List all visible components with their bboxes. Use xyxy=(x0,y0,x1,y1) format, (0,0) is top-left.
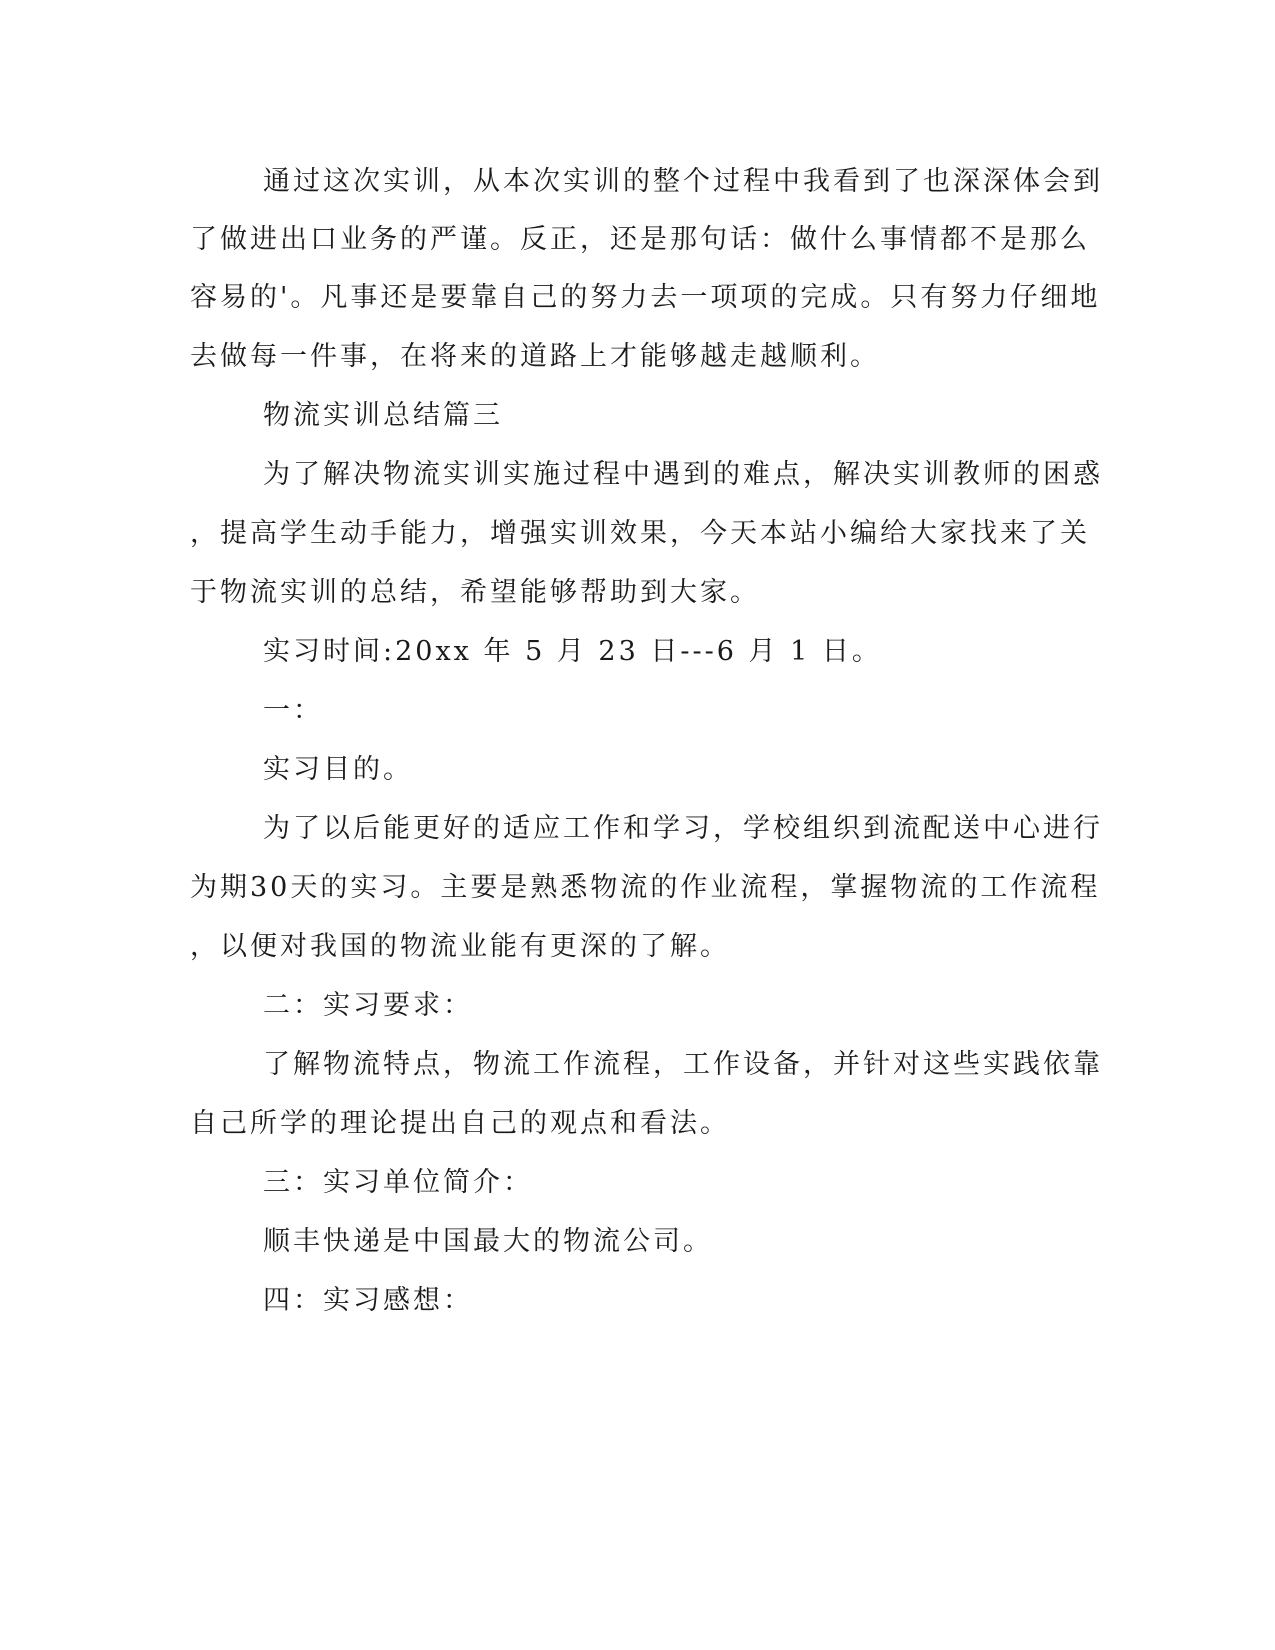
paragraph-line: 了解物流特点，物流工作流程，工作设备，并针对这些实践依靠 xyxy=(263,1049,1103,1080)
paragraph-line: 容易的'。凡事还是要靠自己的努力去一项项的完成。只有努力仔细地 xyxy=(190,282,1101,313)
section-heading: 实习目的。 xyxy=(263,754,413,785)
section-heading: 二：实习要求： xyxy=(263,990,473,1021)
section-number: 一： xyxy=(263,695,323,726)
paragraph-line: 自己所学的理论提出自己的观点和看法。 xyxy=(190,1108,730,1139)
paragraph-line: 为期30天的实习。主要是熟悉物流的作业流程，掌握物流的工作流程 xyxy=(190,872,1101,903)
paragraph-line: 为了以后能更好的适应工作和学习，学校组织到流配送中心进行 xyxy=(263,813,1103,844)
section-heading: 物流实训总结篇三 xyxy=(263,400,503,431)
internship-time: 实习时间:20xx 年 5 月 23 日---6 月 1 日。 xyxy=(263,636,882,667)
section-heading: 四：实习感想： xyxy=(263,1285,473,1316)
paragraph-line: 为了解决物流实训实施过程中遇到的难点，解决实训教师的困惑 xyxy=(263,459,1103,490)
paragraph-line: 去做每一件事，在将来的道路上才能够越走越顺利。 xyxy=(190,341,880,372)
paragraph-line: 于物流实训的总结，希望能够帮助到大家。 xyxy=(190,577,760,608)
paragraph-line: 通过这次实训，从本次实训的整个过程中我看到了也深深体会到 xyxy=(263,166,1103,197)
section-heading: 三：实习单位简介： xyxy=(263,1167,533,1198)
paragraph-line: ，以便对我国的物流业能有更深的了解。 xyxy=(190,931,730,962)
paragraph-line: ，提高学生动手能力，增强实训效果，今天本站小编给大家找来了关 xyxy=(190,518,1090,549)
paragraph-line: 了做进出口业务的严谨。反正，还是那句话：做什么事情都不是那么 xyxy=(190,224,1090,255)
paragraph-line: 顺丰快递是中国最大的物流公司。 xyxy=(263,1226,713,1257)
